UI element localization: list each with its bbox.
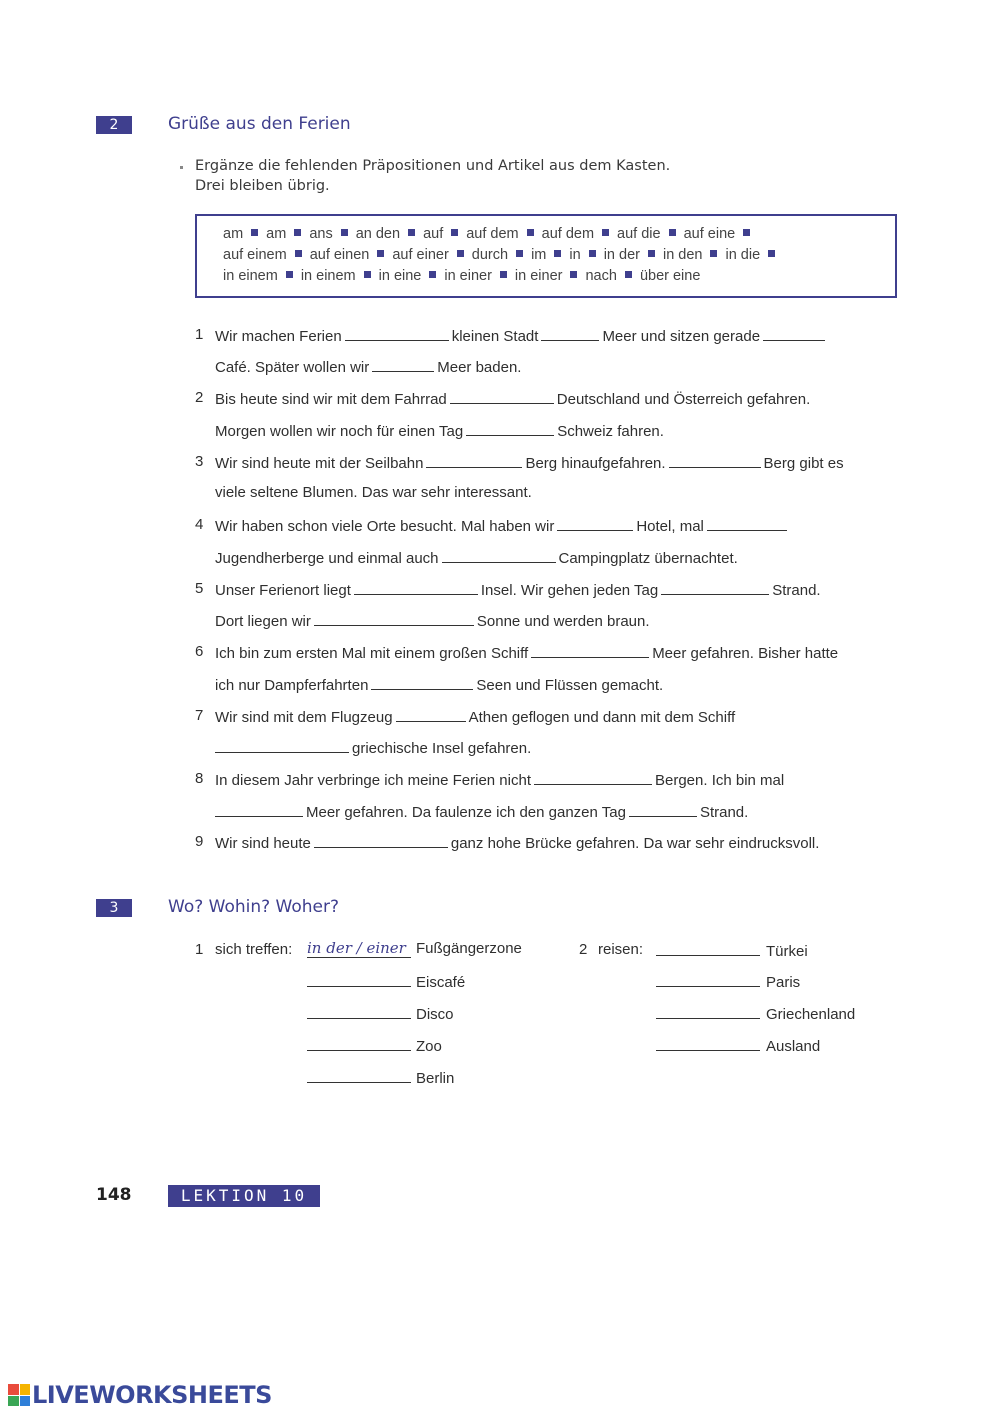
exercise-7-line-2 — [215, 738, 531, 757]
logo-grid-icon — [8, 1384, 30, 1406]
place-label: Griechenland — [766, 1006, 856, 1023]
answer-blank[interactable] — [345, 326, 449, 341]
exercise-text: Café. Später wollen wir — [215, 359, 370, 376]
col2-row-4 — [656, 1036, 820, 1055]
lektion-badge: LEKTION 10 — [168, 1185, 320, 1207]
exercise-number: 9 — [195, 833, 204, 850]
separator-square-icon — [457, 250, 464, 257]
exercise-text: Athen geflogen und dann mit dem Schiff — [468, 709, 736, 726]
exercise-3-line-2 — [215, 484, 532, 501]
word-box — [195, 214, 897, 298]
separator-square-icon — [570, 271, 577, 278]
exercise-text: Campingplatz übernachtet. — [558, 550, 738, 567]
answer-blank[interactable] — [656, 1004, 760, 1019]
instruction-bullet — [180, 166, 183, 169]
place-label: Fußgängerzone — [416, 940, 522, 957]
exercise-text: Unser Ferienort liegt — [215, 582, 351, 599]
place-label: Disco — [416, 1006, 454, 1023]
answer-blank[interactable] — [466, 421, 554, 436]
separator-square-icon — [669, 229, 676, 236]
answer-blank[interactable] — [396, 707, 466, 722]
answer-blank[interactable] — [354, 580, 478, 595]
separator-square-icon — [295, 250, 302, 257]
exercise-5-line-1 — [215, 580, 821, 599]
exercise-8-line-1 — [215, 770, 784, 789]
word-box-item: am — [223, 226, 244, 242]
exercise-number: 5 — [195, 580, 204, 597]
exercise-number: 6 — [195, 643, 204, 660]
logo-text: LIVEWORKSHEETS — [32, 1381, 272, 1409]
exercise-1-line-1 — [215, 326, 828, 345]
exercise-text: Dort liegen wir — [215, 613, 311, 630]
exercise-text: Sonne und werden braun. — [476, 613, 650, 630]
answer-blank[interactable] — [531, 643, 649, 658]
place-label: Zoo — [416, 1038, 442, 1055]
instruction-line-1: Ergänze die fehlenden Präpositionen und Artikel aus dem Kasten. — [195, 158, 671, 174]
word-box-item: auf einen — [309, 247, 370, 263]
word-box-item: ans — [309, 226, 333, 242]
exercise-text: Schweiz fahren. — [557, 423, 664, 440]
exercise-text: Bergen. Ich bin mal — [654, 772, 785, 789]
answer-blank[interactable] — [314, 611, 474, 626]
exercise-5-line-2 — [215, 611, 650, 630]
word-box-item: auf dem — [466, 226, 519, 242]
page-number: 148 — [96, 1185, 132, 1205]
answer-blank[interactable] — [534, 770, 652, 785]
answer-blank[interactable] — [669, 453, 761, 468]
word-box-item: auf die — [617, 226, 661, 242]
answer-blank[interactable] — [661, 580, 769, 595]
word-box-item: in eine — [378, 268, 422, 284]
col2-row-2 — [656, 972, 800, 991]
section-2-number: 2 — [96, 116, 132, 134]
word-box-item: an den — [355, 226, 401, 242]
exercise-text: Berg gibt es — [763, 455, 844, 472]
separator-square-icon — [743, 229, 750, 236]
exercise-text: Meer baden. — [437, 359, 522, 376]
exercise-text: Seen und Flüssen gemacht. — [476, 677, 664, 694]
col2-verb: reisen: — [598, 941, 644, 958]
answer-blank[interactable] — [307, 972, 411, 987]
separator-square-icon — [500, 271, 507, 278]
exercise-6-line-2 — [215, 675, 663, 694]
col1-row-3 — [307, 1004, 454, 1023]
exercise-text: viele seltene Blumen. Das war sehr interessant. — [215, 484, 532, 501]
exercise-text: Wir sind heute — [215, 835, 311, 852]
word-box-item: in einer — [514, 268, 563, 284]
answer-blank[interactable] — [307, 1036, 411, 1051]
answer-blank[interactable] — [215, 738, 349, 753]
separator-square-icon — [554, 250, 561, 257]
separator-square-icon — [408, 229, 415, 236]
exercise-text: Wir sind mit dem Flugzeug — [215, 709, 393, 726]
separator-square-icon — [527, 229, 534, 236]
exercise-2-line-2 — [215, 421, 664, 440]
exercise-text: Meer gefahren. Da faulenze ich den ganzen Tag — [306, 804, 626, 821]
exercise-8-line-2 — [215, 802, 748, 821]
section-3-number: 3 — [96, 899, 132, 917]
exercise-number: 3 — [195, 453, 204, 470]
word-box-row-1 — [223, 226, 758, 242]
word-box-item: am — [266, 226, 287, 242]
exercise-3-line-1 — [215, 453, 844, 472]
col1-row-4 — [307, 1036, 442, 1055]
answer-blank[interactable] — [629, 802, 697, 817]
exercise-7-line-1 — [215, 707, 735, 726]
col2-number: 2 — [579, 941, 588, 958]
word-box-item: in einem — [300, 268, 356, 284]
exercise-text: Berg hinaufgefahren. — [525, 455, 666, 472]
instruction-line-2: Drei bleiben übrig. — [195, 178, 330, 194]
separator-square-icon — [251, 229, 258, 236]
separator-square-icon — [625, 271, 632, 278]
word-box-item: in einem — [223, 268, 278, 284]
col1-number: 1 — [195, 941, 204, 958]
exercise-text: Bis heute sind wir mit dem Fahrrad — [215, 391, 447, 408]
separator-square-icon — [429, 271, 436, 278]
col1-row-5 — [307, 1068, 454, 1087]
exercise-text: Meer und sitzen gerade — [602, 328, 761, 345]
separator-square-icon — [364, 271, 371, 278]
exercise-text: Wir sind heute mit der Seilbahn — [215, 455, 424, 472]
answer-blank[interactable] — [372, 357, 434, 372]
exercise-text: Ich bin zum ersten Mal mit einem großen Schiff — [215, 645, 529, 662]
example-answer: in der / einer — [307, 939, 411, 958]
answer-blank[interactable] — [307, 1068, 411, 1083]
exercise-number: 1 — [195, 326, 204, 343]
answer-blank[interactable] — [314, 833, 448, 848]
word-box-item: auf einem — [223, 247, 287, 263]
word-box-item: in einer — [444, 268, 492, 284]
separator-square-icon — [602, 229, 609, 236]
place-label: Türkei — [766, 943, 808, 960]
word-box-item: auf — [423, 226, 444, 242]
section-3-title: Wo? Wohin? Woher? — [168, 897, 340, 917]
answer-blank[interactable] — [763, 326, 825, 341]
word-box-row-3 — [223, 268, 700, 284]
col2-row-1 — [656, 941, 808, 960]
exercise-text: ich nur Dampferfahrten — [215, 677, 369, 694]
exercise-9-line-1 — [215, 833, 819, 852]
separator-square-icon — [286, 271, 293, 278]
word-box-item: durch — [471, 247, 509, 263]
separator-square-icon — [451, 229, 458, 236]
exercise-6-line-1 — [215, 643, 838, 662]
col1-row-2 — [307, 972, 465, 991]
word-box-item: in — [569, 247, 581, 263]
section-2-title: Grüße aus den Ferien — [168, 114, 351, 134]
exercise-text: Strand. — [699, 804, 749, 821]
answer-blank[interactable] — [656, 1036, 760, 1051]
word-box-item: im — [531, 247, 547, 263]
word-box-item: auf dem — [541, 226, 595, 242]
separator-square-icon — [516, 250, 523, 257]
exercise-number: 4 — [195, 516, 204, 533]
exercise-text: Deutschland und Österreich gefahren. — [556, 391, 811, 408]
word-box-item: in den — [662, 247, 703, 263]
separator-square-icon — [710, 250, 717, 257]
answer-blank[interactable] — [541, 326, 599, 341]
answer-blank[interactable] — [371, 675, 473, 690]
exercise-number: 2 — [195, 389, 204, 406]
exercise-text: Wir haben schon viele Orte besucht. Mal haben wir — [215, 518, 555, 535]
col2-row-3 — [656, 1004, 855, 1023]
answer-blank[interactable] — [426, 453, 522, 468]
word-box-item: in der — [603, 247, 640, 263]
answer-blank[interactable] — [656, 941, 760, 956]
exercise-text: Morgen wollen wir noch für einen Tag — [215, 423, 464, 440]
exercise-number: 7 — [195, 707, 204, 724]
separator-square-icon — [648, 250, 655, 257]
word-box-item: in die — [725, 247, 761, 263]
word-box-item: auf eine — [683, 226, 736, 242]
word-box-item: auf einer — [392, 247, 449, 263]
answer-blank[interactable] — [707, 516, 787, 531]
answer-blank[interactable] — [215, 802, 303, 817]
separator-square-icon — [589, 250, 596, 257]
exercise-text: In diesem Jahr verbringe ich meine Ferien nicht — [215, 772, 531, 789]
answer-blank[interactable] — [656, 972, 760, 987]
exercise-text: Insel. Wir gehen jeden Tag — [480, 582, 659, 599]
place-label: Paris — [766, 974, 801, 991]
word-box-item: über eine — [639, 268, 701, 284]
word-box-item: nach — [585, 268, 617, 284]
exercise-4-line-2 — [215, 548, 738, 567]
exercise-text: griechische Insel gefahren. — [352, 740, 532, 757]
place-label: Ausland — [766, 1038, 821, 1055]
exercise-number: 8 — [195, 770, 204, 787]
answer-blank[interactable] — [557, 516, 633, 531]
answer-blank[interactable] — [442, 548, 556, 563]
exercise-2-line-1 — [215, 389, 810, 408]
col1-row-1 — [307, 939, 522, 958]
separator-square-icon — [768, 250, 775, 257]
exercise-text: ganz hohe Brücke gefahren. Da war sehr eindrucksvoll. — [450, 835, 820, 852]
exercise-text: Wir machen Ferien — [215, 328, 342, 345]
exercise-text: Strand. — [772, 582, 821, 599]
exercise-1-line-2 — [215, 357, 521, 376]
separator-square-icon — [341, 229, 348, 236]
col1-verb: sich treffen: — [215, 941, 293, 958]
place-label: Eiscafé — [416, 974, 466, 991]
place-label: Berlin — [416, 1070, 455, 1087]
answer-blank[interactable] — [307, 1004, 411, 1019]
separator-square-icon — [377, 250, 384, 257]
exercise-text: Hotel, mal — [636, 518, 704, 535]
exercise-4-line-1 — [215, 516, 790, 535]
liveworksheets-logo — [8, 1382, 272, 1408]
exercise-text: kleinen Stadt — [451, 328, 539, 345]
exercise-text: Meer gefahren. Bisher hatte — [652, 645, 839, 662]
word-box-row-2 — [223, 247, 783, 263]
separator-square-icon — [294, 229, 301, 236]
exercise-text: Jugendherberge und einmal auch — [215, 550, 439, 567]
answer-blank[interactable] — [450, 389, 554, 404]
